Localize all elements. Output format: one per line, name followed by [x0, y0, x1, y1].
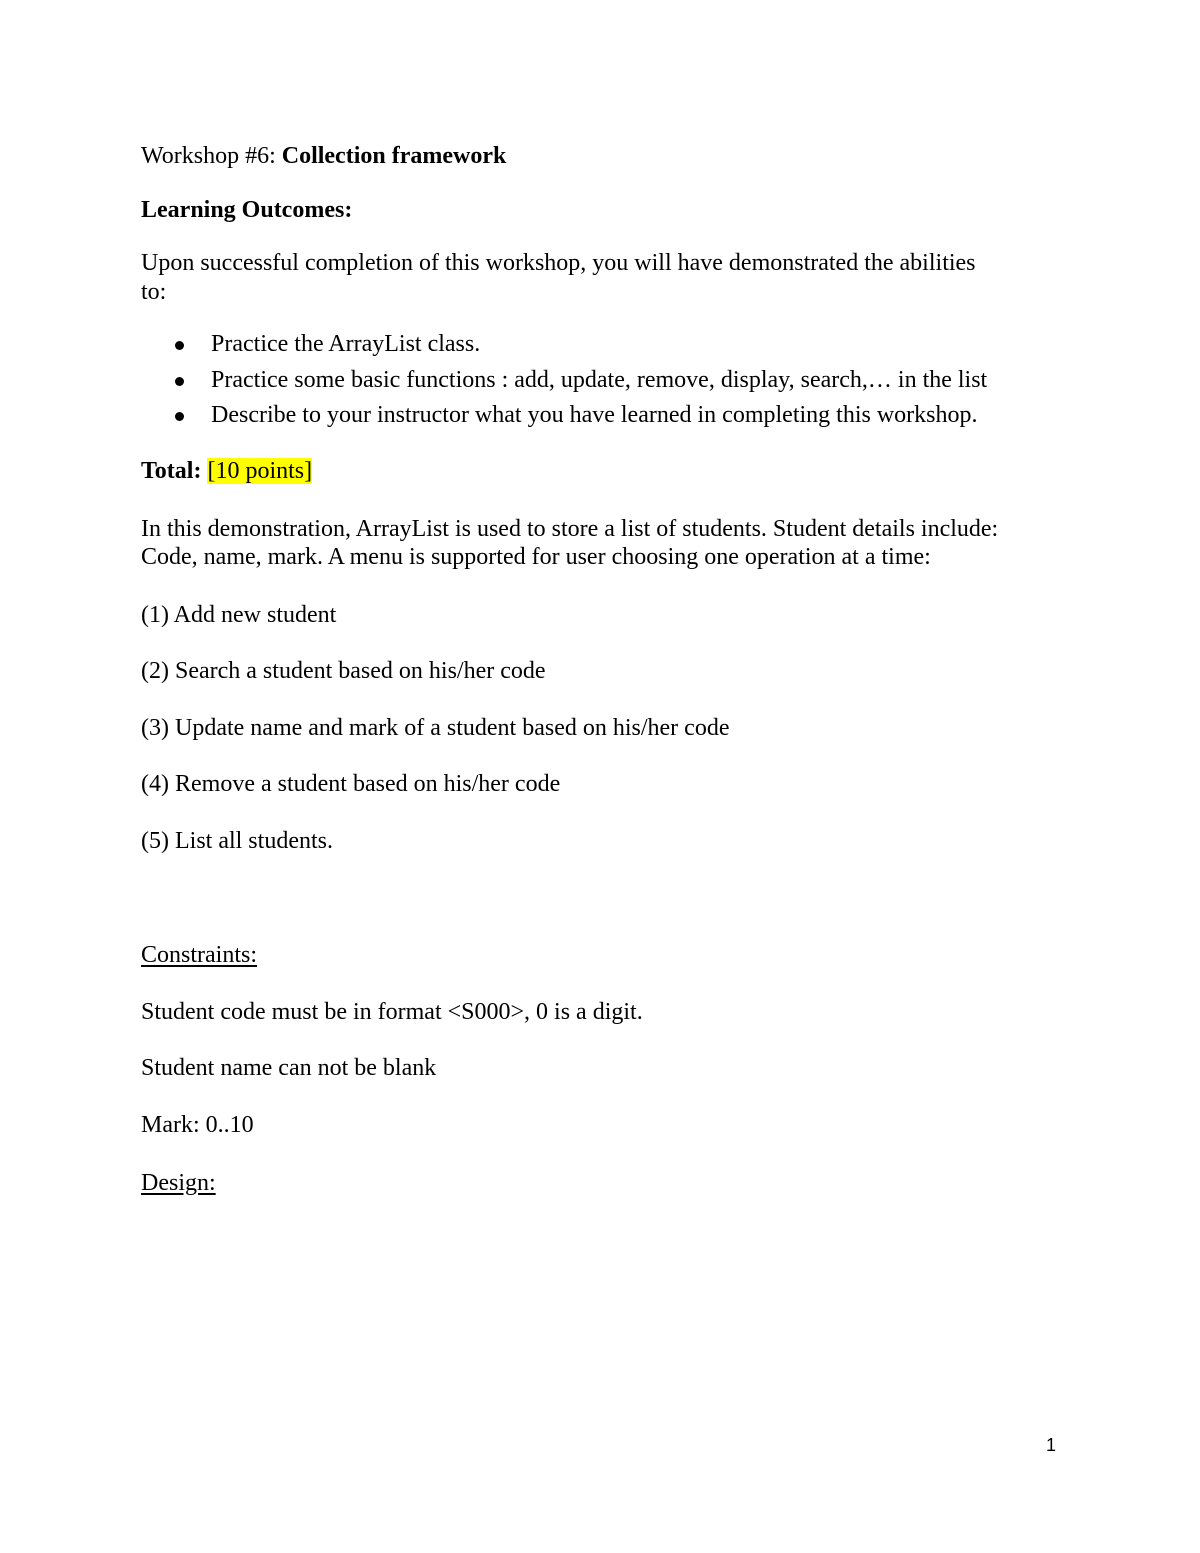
learning-outcomes-label: Learning Outcomes: — [141, 197, 353, 223]
menu-item-search: (2) Search a student based on his/her code — [141, 658, 546, 684]
outcomes-intro-line-1: Upon successful completion of this workshop, you will have demonstrated the abilities — [141, 250, 976, 276]
outcomes-intro-line-2: to: — [141, 279, 167, 305]
page-number: 1 — [1046, 1435, 1057, 1455]
design-label: Design: — [141, 1170, 216, 1196]
workshop-heading — [141, 142, 506, 171]
constraints-label: Constraints: — [141, 942, 258, 968]
list-item-text: Practice some basic functions : add, update, remove, display, search,… in the list — [211, 366, 988, 393]
constraint-mark-range: Mark: 0..10 — [141, 1112, 254, 1138]
outcomes-list — [141, 330, 987, 437]
list-item — [141, 401, 987, 437]
heading-prefix: Workshop #6: — [141, 143, 282, 169]
list-item — [141, 366, 987, 402]
bullet-dot-icon — [175, 412, 184, 421]
menu-item-add: (1) Add new student — [141, 602, 337, 628]
description-line-2: Code, name, mark. A menu is supported for user choosing one operation at a time: — [141, 544, 931, 570]
bullet-dot-icon — [175, 377, 184, 386]
description-line-1: In this demonstration, ArrayList is used to store a list of students. Student details include: — [141, 516, 999, 542]
bullet-dot-icon — [175, 341, 184, 350]
total-points: [10 points] — [207, 458, 313, 484]
list-item-text: Describe to your instructor what you have learned in completing this workshop. — [211, 402, 978, 428]
total-label: Total: — [141, 458, 208, 484]
constraint-name-not-blank: Student name can not be blank — [141, 1055, 437, 1081]
list-item — [141, 330, 987, 366]
heading-title: Collection framework — [281, 143, 507, 169]
constraint-code-format: Student code must be in format <S000>, 0 is a digit. — [141, 999, 643, 1025]
menu-item-remove: (4) Remove a student based on his/her code — [141, 771, 561, 797]
total-line — [141, 457, 312, 486]
menu-item-list: (5) List all students. — [141, 828, 333, 854]
list-item-text: Practice the ArrayList class. — [211, 331, 481, 357]
menu-item-update: (3) Update name and mark of a student based on his/her code — [141, 715, 730, 741]
